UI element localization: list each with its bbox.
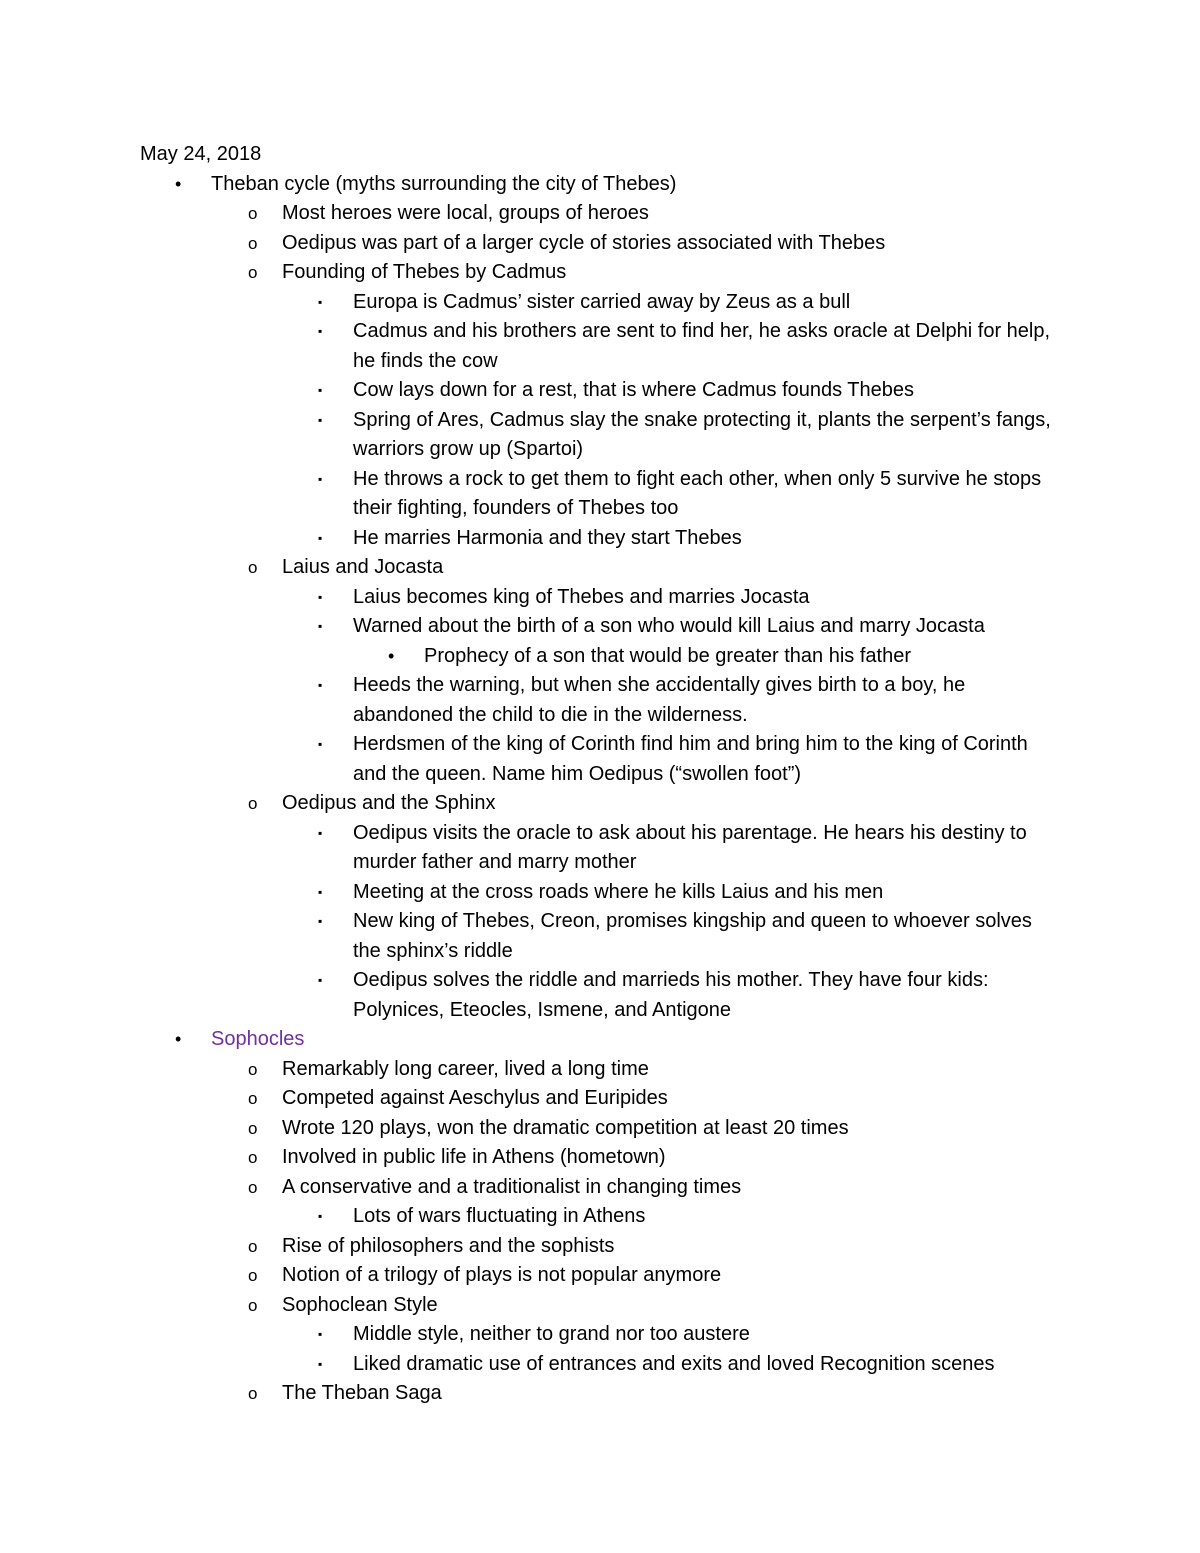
outline-item-text: New king of Thebes, Creon, promises kingship and queen to whoever solves the sphinx’s riddle [353, 910, 1032, 962]
outline-item-text: Theban cycle (myths surrounding the city of Thebes) [211, 172, 677, 195]
bullet-icon: ▪ [318, 471, 323, 486]
outline-item-text: Remarkably long career, lived a long time [282, 1057, 649, 1080]
outline-item-text: Heeds the warning, but when she accidentally gives birth to a boy, he abandoned the child to die in the wilderness. [353, 674, 966, 726]
bullet-icon: o [248, 1295, 258, 1315]
outline-item-level-1 [0, 1055, 1200, 1085]
outline-item-text: Liked dramatic use of entrances and exits and loved Recognition scenes [353, 1352, 995, 1375]
bullet-icon: • [175, 173, 182, 194]
outline-list [0, 170, 1200, 1409]
bullet-icon: ▪ [318, 530, 323, 545]
outline-item-level-1 [0, 1379, 1200, 1409]
outline-item-text: Competed against Aeschylus and Euripides [282, 1087, 668, 1109]
bullet-icon: o [248, 1177, 258, 1197]
outline-item-text: Cow lays down for a rest, that is where Cadmus founds Thebes [353, 379, 915, 401]
outline-item-text: Rise of philosophers and the sophists [282, 1234, 615, 1257]
outline-item-text: Lots of wars fluctuating in Athens [353, 1205, 646, 1227]
outline-item-level-1 [0, 1232, 1200, 1262]
outline-item-level-2 [0, 465, 1200, 524]
bullet-icon: • [388, 645, 395, 666]
bullet-icon: ▪ [318, 412, 323, 427]
outline-item-level-1 [0, 199, 1200, 229]
outline-item-level-1 [0, 1261, 1200, 1291]
outline-item-level-1 [0, 789, 1200, 819]
outline-item-text: Oedipus and the Sphinx [282, 792, 496, 814]
bullet-icon: o [248, 233, 258, 253]
outline-item-level-2 [0, 907, 1200, 966]
outline-item-level-2 [0, 878, 1200, 908]
outline-item-text: Founding of Thebes by Cadmus [282, 261, 567, 283]
outline-item-level-1 [0, 1143, 1200, 1173]
bullet-icon: ▪ [318, 737, 323, 751]
outline-item-level-1 [0, 1114, 1200, 1144]
bullet-icon: o [248, 263, 258, 282]
outline-item-level-2 [0, 1320, 1200, 1350]
bullet-icon: ▪ [318, 1209, 323, 1223]
outline-item-level-2 [0, 376, 1200, 406]
outline-item-level-1 [0, 553, 1200, 583]
outline-item-level-3 [0, 642, 1200, 672]
bullet-icon: o [248, 204, 258, 223]
outline-item-text: Cadmus and his brothers are sent to find her, he asks oracle at Delphi for help, he finds the cow [353, 320, 1051, 372]
bullet-icon: ▪ [318, 383, 323, 397]
outline-item-level-2 [0, 966, 1200, 1025]
bullet-icon: ▪ [318, 1327, 323, 1341]
outline-item-level-2 [0, 612, 1200, 642]
outline-item-text: He throws a rock to get them to fight each other, when only 5 survive he stops their fighting, founders of Thebes too [353, 467, 1042, 519]
outline-item-text: He marries Harmonia and they start Thebes [353, 526, 742, 549]
notes-body [0, 140, 1200, 1409]
bullet-icon: o [248, 1118, 258, 1138]
outline-item-level-2 [0, 317, 1200, 376]
bullet-icon: o [248, 1266, 258, 1285]
outline-item-text: Oedipus solves the riddle and marrieds his mother. They have four kids: Polynices, Eteocles, Ismene, and Antigone [353, 969, 989, 1021]
outline-item-level-0 [0, 170, 1200, 200]
outline-item-text: Spring of Ares, Cadmus slay the snake protecting it, plants the serpent’s fangs, warriors grow up (Spartoi) [353, 408, 1051, 460]
outline-item-level-1 [0, 229, 1200, 259]
outline-item-text: Oedipus visits the oracle to ask about his parentage. He hears his destiny to murder father and marry mother [353, 821, 1027, 873]
outline-item-text: Laius and Jocasta [282, 556, 444, 578]
outline-item-level-2 [0, 730, 1200, 789]
bullet-icon: ▪ [318, 589, 323, 604]
bullet-icon: ▪ [318, 294, 323, 309]
outline-item-level-0 [0, 1025, 1200, 1055]
outline-item-level-2 [0, 406, 1200, 465]
outline-item-text: Laius becomes king of Thebes and marries Jocasta [353, 585, 810, 608]
outline-item-level-2 [0, 671, 1200, 730]
outline-item-text: Most heroes were local, groups of heroes [282, 202, 649, 224]
bullet-icon: ▪ [318, 1356, 323, 1371]
bullet-icon: ▪ [318, 884, 323, 899]
outline-item-text: Notion of a trilogy of plays is not popular anymore [282, 1264, 722, 1286]
outline-item-text: The Theban Saga [282, 1382, 442, 1404]
bullet-icon: o [248, 794, 258, 813]
outline-item-level-2 [0, 583, 1200, 613]
bullet-icon: ▪ [318, 619, 323, 633]
outline-item-text: Sophoclean Style [282, 1293, 438, 1316]
bullet-icon: o [248, 1148, 258, 1167]
outline-item-text: Oedipus was part of a larger cycle of stories associated with Thebes [282, 231, 886, 254]
bullet-icon: o [248, 1059, 258, 1079]
outline-item-text: Prophecy of a son that would be greater than his father [424, 644, 911, 667]
bullet-icon: ▪ [318, 825, 323, 840]
bullet-icon: ▪ [318, 324, 323, 338]
bullet-icon: o [248, 1236, 258, 1256]
outline-item-text: Involved in public life in Athens (hometown) [282, 1146, 666, 1168]
outline-item-level-2 [0, 524, 1200, 554]
bullet-icon: ▪ [318, 678, 323, 692]
bullet-icon: o [248, 1089, 258, 1108]
outline-item-text: A conservative and a traditionalist in changing times [282, 1175, 742, 1198]
outline-item-level-2 [0, 819, 1200, 878]
outline-item-text: Herdsmen of the king of Corinth find him and bring him to the king of Corinth and the queen. Name him Oedipus (“swollen foot”) [353, 733, 1028, 785]
outline-item-text: Warned about the birth of a son who would kill Laius and marry Jocasta [353, 615, 985, 637]
bullet-icon: o [248, 558, 258, 577]
outline-item-text: Middle style, neither to grand nor too austere [353, 1323, 750, 1345]
outline-item-level-2 [0, 288, 1200, 318]
bullet-icon: ▪ [318, 973, 323, 987]
outline-item-level-1 [0, 1173, 1200, 1203]
bullet-icon: ▪ [318, 914, 323, 928]
outline-item-level-2 [0, 1350, 1200, 1380]
outline-item-text: Meeting at the cross roads where he kills Laius and his men [353, 880, 884, 903]
outline-item-level-1 [0, 1291, 1200, 1321]
outline-item-text: Sophocles [211, 1028, 305, 1050]
outline-item-level-1 [0, 258, 1200, 288]
outline-item-level-2 [0, 1202, 1200, 1232]
bullet-icon: o [248, 1384, 258, 1403]
outline-item-level-1 [0, 1084, 1200, 1114]
bullet-icon: • [175, 1029, 182, 1049]
outline-item-text: Wrote 120 plays, won the dramatic competition at least 20 times [282, 1116, 849, 1139]
outline-item-text: Europa is Cadmus’ sister carried away by Zeus as a bull [353, 290, 851, 313]
note-date: May 24, 2018 [140, 143, 262, 165]
